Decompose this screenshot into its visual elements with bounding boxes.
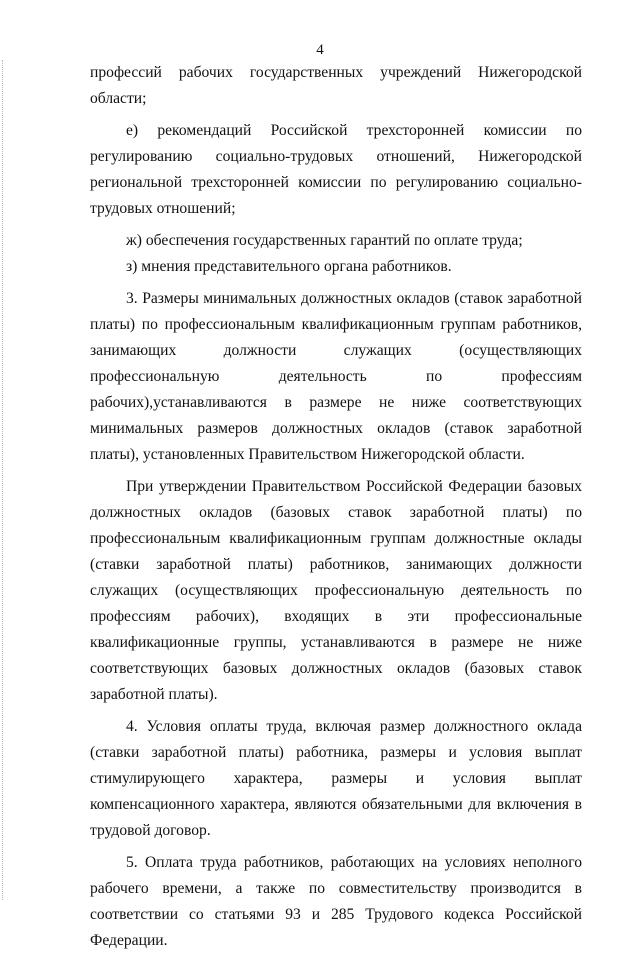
paragraph-continuation: профессий рабочих государственных учреждений Нижегородской области; xyxy=(90,64,582,107)
paragraph-item-zh: ж) обеспечения государственных гарантий по оплате труда; xyxy=(126,232,523,249)
paragraph-section-4: 4. Условия оплаты труда, включая размер должностного оклада (ставки заработной платы) работника, размеры и условия выплат стимулирующего характера, размеры и условия выплат компенсационного характера, являются обязательными для включения в трудовой договор. xyxy=(90,718,582,839)
paragraph-item-e: е) рекомендаций Российской трехсторонней комиссии по регулированию социально-трудовых отношений, Нижегородской региональной трехсторонней комиссии по регулированию социально-трудовых отношений; xyxy=(90,122,582,217)
paragraph-item-z: з) мнения представительного органа работников. xyxy=(126,258,452,275)
paragraph-government-approval: При утверждении Правительством Российской Федерации базовых должностных окладов (базовых ставок заработной платы) по профессиональным квалификационным группам должностные оклады (ставки заработной платы) работников, занимающих должности служащих (осуществляющих профессиональную деятельность по профессиям рабочих), входящих в эти профессиональные квалификационные группы, устанавливаются в размере не ниже соответствующих базовых должностных окладов (базовых ставок заработной платы). xyxy=(90,478,582,703)
paragraph-section-5: 5. Оплата труда работников, работающих на условиях неполного рабочего времени, а также по совместительству производится в соответствии со статьями 93 и 285 Трудового кодекса Российской Федерации. xyxy=(90,854,582,949)
page-number: 4 xyxy=(316,42,324,58)
scan-edge-artifact xyxy=(2,60,4,900)
paragraph-section-3: 3. Размеры минимальных должностных окладов (ставок заработной платы) по профессиональным квалификационным группам работников, занимающих должности служащих (осуществляющих профессиональную деятельность по профессиям рабочих),устанавливаются в размере не ниже соответствующих минимальных размеров должностных окладов (ставок заработной платы), установленных Правительством Нижегородской области. xyxy=(90,290,582,463)
document-body xyxy=(90,60,582,954)
